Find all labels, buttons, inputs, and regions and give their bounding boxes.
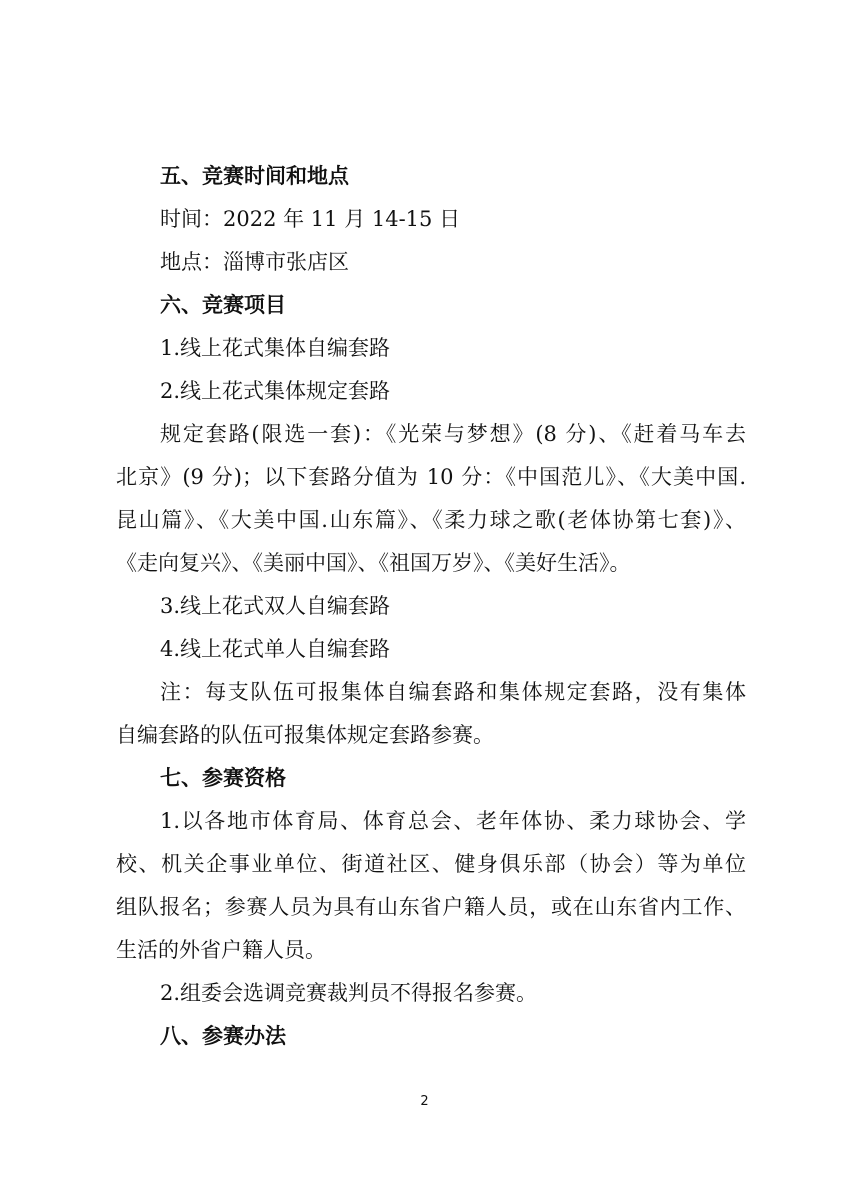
eligibility-line-4: 生活的外省户籍人员。: [116, 938, 326, 962]
rules-line-2: 北京》(9 分)；以下套路分值为 10 分：《中国范儿》、《大美中国.: [116, 465, 746, 489]
event-item-1: 1.线上花式集体自编套路: [160, 336, 391, 360]
competition-time: 时间：2022 年 11 月 14-15 日: [160, 207, 461, 231]
event-item-2: 2.线上花式集体规定套路: [160, 379, 391, 403]
eligibility-item-2: 2.组委会选调竞赛裁判员不得报名参赛。: [160, 981, 538, 1005]
competition-place: 地点：淄博市张店区: [160, 250, 349, 274]
section5-heading: 五、竞赛时间和地点: [160, 164, 349, 188]
section8-heading: 八、参赛办法: [160, 1024, 286, 1048]
rules-line-3: 昆山篇》、《大美中国.山东篇》、《柔力球之歌(老体协第七套)》、: [116, 508, 746, 532]
section7-heading: 七、参赛资格: [160, 766, 286, 790]
event-item-3: 3.线上花式双人自编套路: [160, 594, 391, 618]
rules-line-4: 《走向复兴》、《美丽中国》、《祖国万岁》、《美好生活》。: [116, 551, 631, 575]
eligibility-line-2: 校、机关企事业单位、街道社区、健身俱乐部（协会）等为单位: [116, 852, 746, 876]
page-number: 2: [420, 1094, 429, 1109]
section6-heading: 六、竞赛项目: [160, 293, 286, 317]
note-line-1: 注：每支队伍可报集体自编套路和集体规定套路，没有集体: [160, 680, 746, 704]
eligibility-line-3: 组队报名；参赛人员为具有山东省户籍人员，或在山东省内工作、: [116, 895, 746, 919]
eligibility-line-1: 1.以各地市体育局、体育总会、老年体协、柔力球协会、学: [160, 809, 746, 833]
note-line-2: 自编套路的队伍可报集体规定套路参赛。: [116, 723, 494, 747]
rules-line-1: 规定套路(限选一套)：《光荣与梦想》(8 分)、《赶着马车去: [160, 422, 746, 446]
event-item-4: 4.线上花式单人自编套路: [160, 637, 391, 661]
